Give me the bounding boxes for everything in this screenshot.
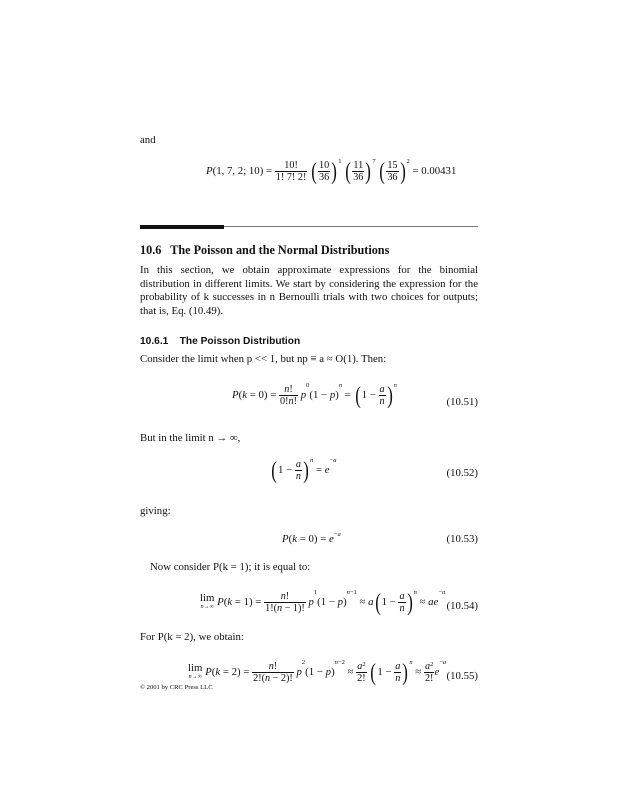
equation-number: (10.55)	[446, 670, 478, 682]
equation-number: (10.53)	[446, 533, 478, 545]
section-heading	[140, 243, 389, 258]
giving-text: giving:	[140, 505, 171, 517]
equation-result: = 0.00431	[412, 164, 457, 177]
section-rule-accent	[140, 225, 224, 229]
for-text: For P(k = 2), we obtain:	[140, 631, 244, 643]
now-consider-text: Now consider P(k = 1); it is equal to:	[150, 561, 311, 573]
section-paragraph: In this section, we obtain approximate expressions for the binomial distribution in different limits. We start by considering the expression for the probability of k successes in n Bernoulli trials with two choices for outputs; that is, Eq. (10.49).	[140, 264, 478, 317]
equation-number: (10.52)	[446, 467, 478, 479]
equation-number: (10.51)	[446, 396, 478, 408]
section-number: 10.6	[140, 243, 162, 257]
intro-word: and	[140, 134, 156, 146]
equation-multinomial: P(1, 7, 2; 10) = $\frac{10!}{1! 7! 2!}$ ( $\frac{10}{36}$ )$^1$ ( $\frac{11}{36}$ )$^7$ ( $\frac{15}{36}$ )$^2$ = 0.00431	[206, 158, 457, 185]
equation-10-54: lim n→∞ P(k = 1) = $\frac{n!}{1!(n - 1)!}$ $p^1(1 - p)^{n-1} \approx a(1$ − $\frac{a}{n}$ )$^n \approx ae^{-a}$	[200, 589, 446, 616]
equation-10-51: P(k = 0) = $\frac{n!}{0!n!}$ $p^0(1 - p)^n = (1$ − $\frac{a}{n}$ )$^n$	[232, 382, 397, 409]
equation-number: (10.54)	[446, 600, 478, 612]
consider-text: Consider the limit when p << 1, but np ≡ a ≈ O(1). Then:	[140, 353, 387, 365]
equation-10-52: (1 − $\frac{a}{n}$ )$^n = e^{-a}$	[271, 457, 337, 484]
subsection-title: The Poisson Distribution	[179, 336, 301, 347]
equation-10-55: lim n→∞ P(k = 2) = $\frac{n!}{2!(n - 2)!}$ $p^2(1 - p)^{n-2}$ ≈ $\frac{a^2}{2!}$ (1 − $\frac{a}{n}$ )$^n$ ≈ $\frac{a^2}{2!}$ $e^{-a}$	[188, 659, 447, 686]
limit-text: But in the limit n → ∞,	[140, 432, 241, 444]
subsection-number: 10.6.1	[140, 336, 169, 347]
equation-10-53: $P(k = 0) = e^{-a}$	[282, 531, 341, 545]
subsection-heading	[140, 336, 300, 347]
section-title: The Poisson and the Normal Distributions	[170, 243, 390, 257]
copyright-footer: © 2001 by CRC Press LLC	[140, 684, 213, 691]
